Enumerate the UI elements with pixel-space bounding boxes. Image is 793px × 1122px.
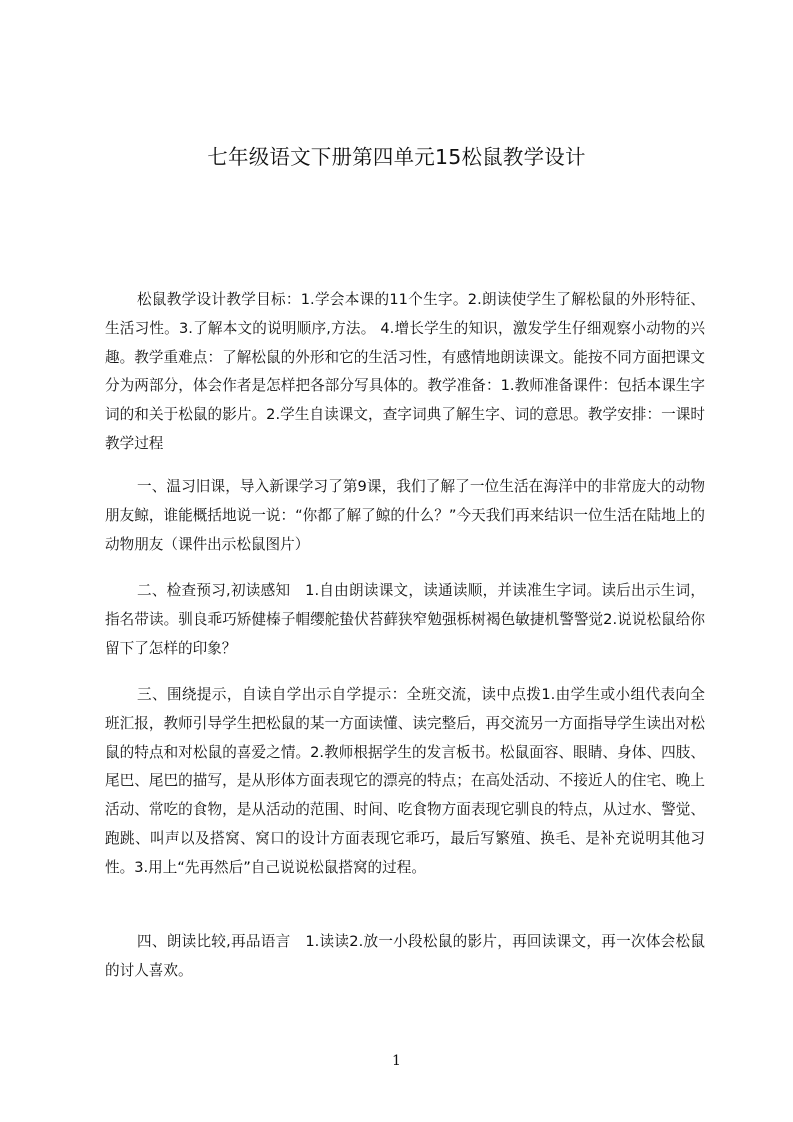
page-number: 1 bbox=[392, 1053, 401, 1069]
paragraph-preview-check: 二、检查预习,初读感知 1.自由朗读课文，读通读顺，并读准生字词。读后出示生词，指名带读。驯良乖巧矫健榛子帽缨舵蛰伏苔藓狭窄勉强栎树褐色敏捷机警警觉2.说说松鼠给你留下了怎样的印象？ bbox=[105, 582, 705, 657]
paragraph-reading-comparison: 四、朗读比较,再品语言 1.读读2.放一小段松鼠的影片，再回读课文，再一次体会松鼠的讨人喜欢。 bbox=[105, 933, 705, 979]
document-title: 七年级语文下册第四单元15松鼠教学设计 bbox=[207, 145, 586, 169]
paragraph-teaching-goals: 松鼠教学设计教学目标：1.学会本课的11个生字。2.朗读使学生了解松鼠的外形特征、生活习性。3.了解本文的说明顺序,方法。 4.增长学生的知识，激发学生仔细观察小动物的兴趣。教学重难点：了解松鼠的外形和它的生活习性，有感情地朗读课文。能按不同方面把课文分为两部分，体会作者是怎样把各部分写具体的。教学准备：1.教师准备课件：包括本课生字词的和关于松鼠的影片。2.学生自读课文，查字词典了解生字、词的意思。教学安排：一课时教学过程 bbox=[105, 291, 705, 452]
paragraph-review-introduction: 一、温习旧课，导入新课学习了第9课，我们了解了一位生活在海洋中的非常庞大的动物朋友鲸，谁能概括地说一说：“你都了解了鲸的什么？”今天我们再来结识一位生活在陆地上的动物朋友（课件出示松鼠图片） bbox=[105, 478, 705, 553]
paragraph-self-study: 三、围绕提示，自读自学出示自学提示：全班交流，读中点拨1.由学生或小组代表向全班汇报，教师引导学生把松鼠的某一方面读懂、读完整后，再交流另一方面指导学生读出对松鼠的特点和对松鼠的喜爱之情。2.教师根据学生的发言板书。松鼠面容、眼睛、身体、四肢、尾巴、尾巴的描写，是从形体方面表现它的漂亮的特点；在高处活动、不接近人的住宅、晚上活动、常吃的食物，是从活动的范围、时间、吃食物方面表现它驯良的特点，从过水、警觉、跑跳、叫声以及搭窝、窝口的设计方面表现它乖巧，最后写繁殖、换毛、是补充说明其他习性。3.用上“先再然后”自己说说松鼠搭窝的过程。 bbox=[105, 686, 705, 876]
